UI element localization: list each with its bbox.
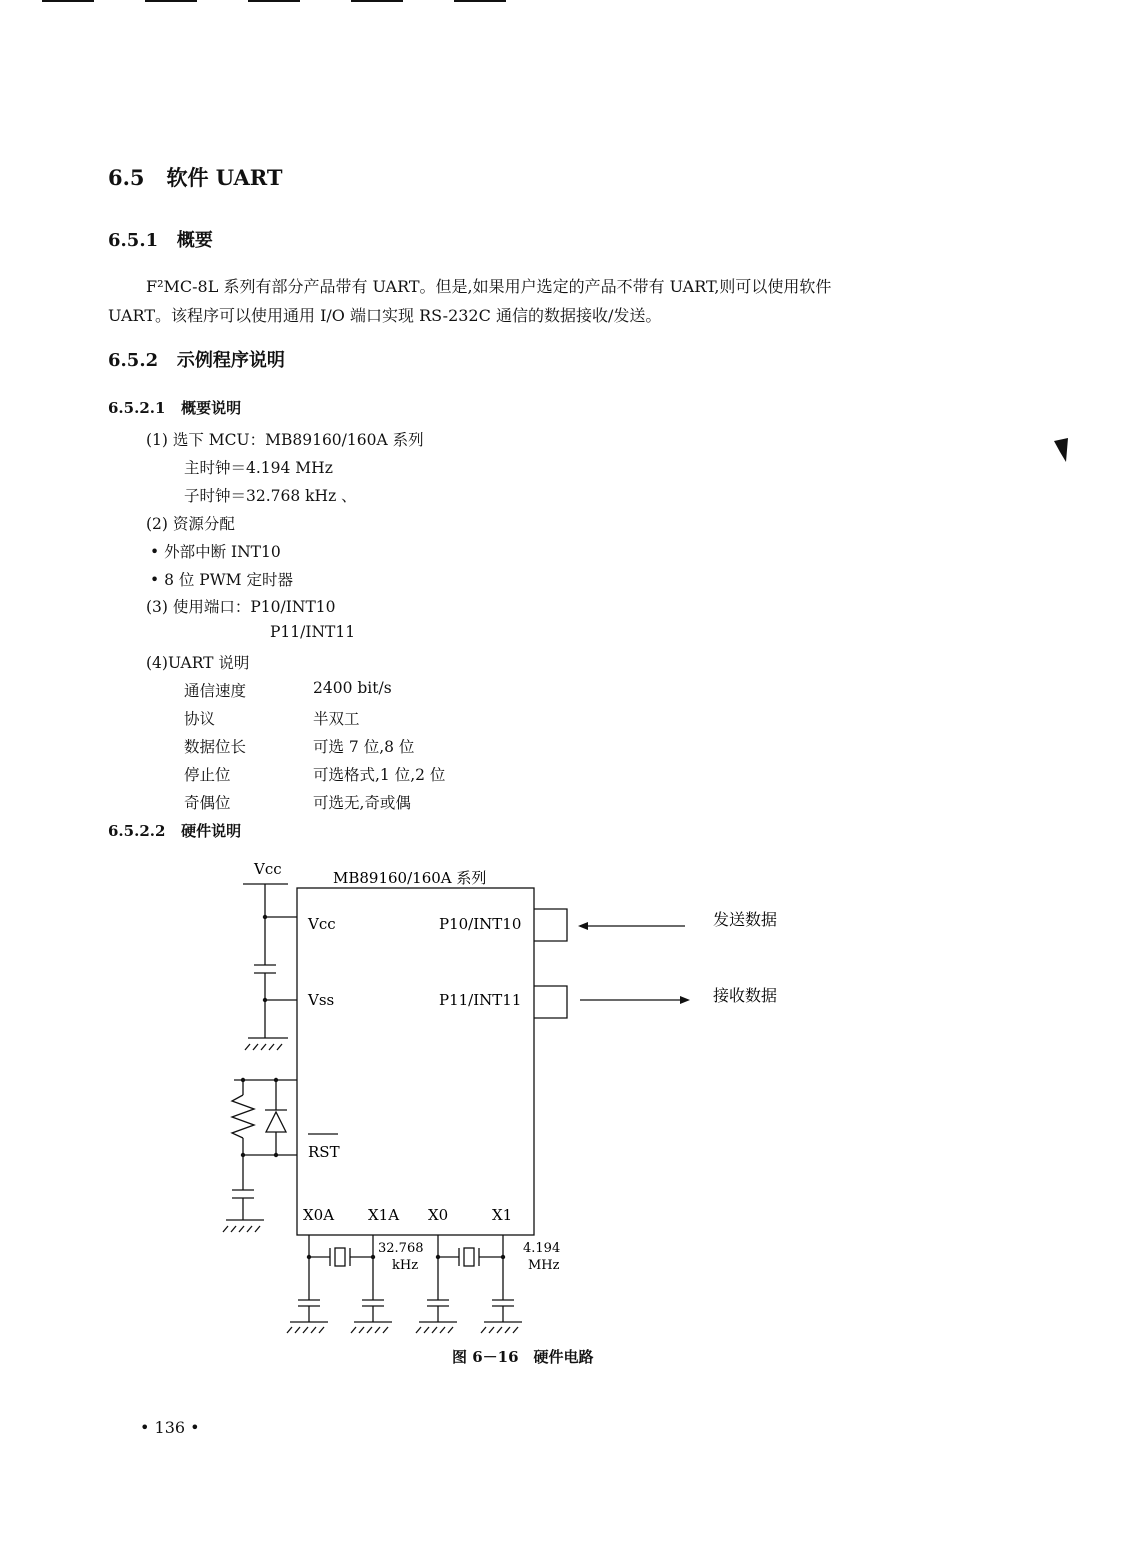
uart-row-label: 通信速度 — [184, 682, 247, 700]
sub-crystal-frequency: 32.768 — [378, 1241, 424, 1256]
scan-artifact — [1054, 438, 1068, 462]
uart-row-value: 可选格式,1 位,2 位 — [313, 766, 446, 784]
page-number: • 136 • — [140, 1418, 200, 1437]
pin-vcc-label: Vcc — [308, 915, 336, 933]
main-crystal — [464, 1248, 474, 1266]
overview-line-1: F²MC-8L 系列有部分产品带有 UART。但是,如果用户选定的产品不带有 UART,则可以使用软件 — [146, 277, 832, 296]
subsubsection-number: 6.5.2.1 — [108, 399, 166, 417]
ground-symbols-bottom — [287, 1322, 522, 1333]
receive-arrowhead — [680, 996, 690, 1004]
receive-data-label: 接收数据 — [713, 986, 778, 1005]
section-title: 软件 UART — [166, 165, 283, 190]
pin-rst-label: RST — [308, 1143, 340, 1161]
p10-connector — [534, 909, 567, 941]
sub-crystal-unit: kHz — [392, 1258, 419, 1273]
main-crystal-frequency: 4.194 — [523, 1241, 561, 1256]
subsection-title: 概要 — [176, 230, 213, 251]
subsection-number: 6.5.1 — [108, 230, 159, 251]
p11-connector — [534, 986, 567, 1018]
uart-row-value: 可选无,奇或偶 — [313, 794, 411, 812]
ports-line-2: P11/INT11 — [270, 623, 356, 641]
ports-line-1: (3) 使用端口：P10/INT10 — [146, 598, 336, 616]
pin-x0-label: X0 — [428, 1206, 449, 1224]
chip-label: MB89160/160A 系列 — [333, 869, 487, 887]
send-data-label: 发送数据 — [713, 910, 778, 929]
resources-heading: (2) 资源分配 — [146, 515, 235, 533]
subsubsection-number: 6.5.2.2 — [108, 822, 166, 840]
section-number: 6.5 — [108, 165, 145, 190]
subsubsection-title: 概要说明 — [181, 399, 242, 417]
pin-x0a-label: X0A — [303, 1206, 335, 1224]
overview-line-2: UART。该程序可以使用通用 I/O 端口实现 RS-232C 通信的数据接收/发送。 — [108, 306, 662, 325]
sub-clock: 子时钟＝32.768 kHz 、 — [184, 487, 357, 505]
uart-row-label: 数据位长 — [184, 738, 247, 756]
mcu-line: (1) 选下 MCU：MB89160/160A 系列 — [146, 431, 424, 449]
figure-caption: 图 6－16 硬件电路 — [452, 1348, 594, 1366]
uart-row-label: 奇偶位 — [184, 794, 231, 812]
uart-row-value: 可选 7 位,8 位 — [313, 738, 415, 756]
subsection-number: 6.5.2 — [108, 350, 159, 371]
uart-row-label: 停止位 — [184, 766, 231, 784]
subsection-title: 示例程序说明 — [176, 350, 285, 371]
main-clock: 主时钟＝4.194 MHz — [184, 459, 333, 477]
load-capacitors — [298, 1300, 514, 1322]
vcc-top-label: Vcc — [254, 860, 282, 878]
pin-p10-label: P10/INT10 — [439, 915, 522, 933]
mcu-chip-body — [297, 888, 534, 1235]
pin-x1a-label: X1A — [368, 1206, 400, 1224]
uart-heading: (4)UART 说明 — [146, 654, 250, 672]
reset-diode — [266, 1112, 286, 1132]
uart-row-label: 协议 — [184, 710, 216, 728]
uart-row-value: 2400 bit/s — [313, 679, 392, 697]
main-crystal-unit: MHz — [528, 1258, 560, 1273]
resource-item: • 8 位 PWM 定时器 — [150, 571, 293, 589]
subsubsection-title: 硬件说明 — [181, 822, 242, 840]
reset-resistor — [232, 1095, 254, 1138]
pin-p11-label: P11/INT11 — [439, 991, 522, 1009]
uart-row-value: 半双工 — [313, 710, 360, 728]
pin-vss-label: Vss — [308, 991, 335, 1009]
pin-x1-label: X1 — [492, 1206, 513, 1224]
send-arrowhead — [578, 922, 588, 930]
sub-crystal — [335, 1248, 345, 1266]
resource-item: • 外部中断 INT10 — [150, 543, 281, 561]
